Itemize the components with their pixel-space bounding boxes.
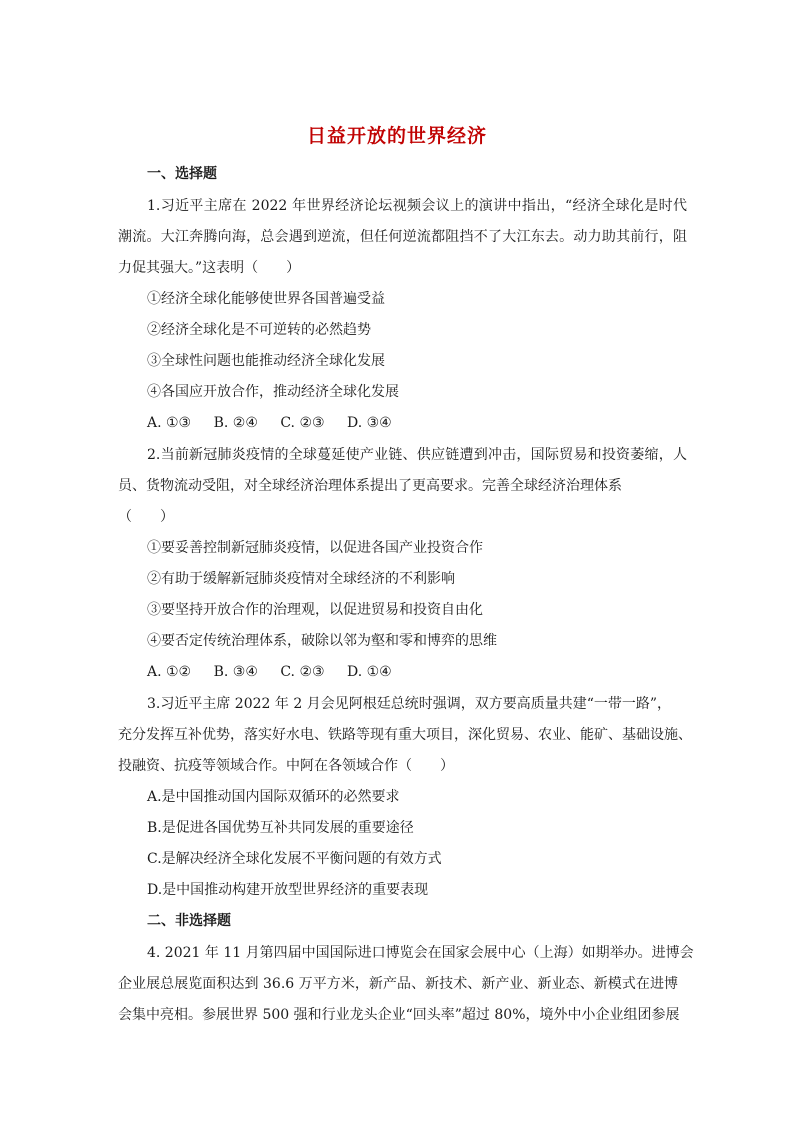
- q2-option-4: ④要否定传统治理体系，破除以邻为壑和零和博弈的思维: [147, 633, 497, 649]
- q1-answer-b: B. ②④: [213, 415, 258, 431]
- q4-line-1: 4. 2021 年 11 月第四届中国国际进口博览会在国家会展中心（上海）如期举办。进博会: [147, 945, 694, 961]
- q2-answer-d: D. ①④: [347, 664, 392, 680]
- q1-answer-c: C. ②③: [280, 415, 325, 431]
- q4-line-2: 企业展总展览面积达到 36.6 万平方米，新产品、新技术、新产业、新业态、新模式在进博: [118, 976, 678, 992]
- q2-option-3: ③要坚持开放合作的治理观，以促进贸易和投资自由化: [147, 602, 483, 618]
- q1-line-2: 潮流。大江奔腾向海，总会遇到逆流，但任何逆流都阻挡不了大江东去。动力助其前行，阻: [118, 229, 687, 245]
- q1-line-3: 力促其强大。”这表明（ ）: [118, 260, 301, 276]
- q2-line-3: （ ）: [118, 509, 174, 525]
- q2-answer-b: B. ③④: [213, 664, 258, 680]
- section-heading-choice: 一、选择题: [147, 166, 217, 182]
- q1-answer-a: A. ①③: [147, 415, 192, 431]
- q1-option-1: ①经济全球化能够使世界各国普遍受益: [147, 291, 385, 307]
- q3-option-c: C.是解决经济全球化发展不平衡问题的有效方式: [147, 851, 442, 867]
- q1-option-2: ②经济全球化是不可逆转的必然趋势: [147, 322, 371, 338]
- q2-option-2: ②有助于缓解新冠肺炎疫情对全球经济的不利影响: [147, 571, 455, 587]
- q1-option-4: ④各国应开放合作，推动经济全球化发展: [147, 384, 399, 400]
- section-heading-non-choice: 二、非选择题: [147, 913, 231, 929]
- document-title: 日益开放的世界经济: [306, 125, 487, 147]
- q2-answer-a: A. ①②: [147, 664, 192, 680]
- q3-line-3: 投融资、抗疫等领域合作。中阿在各领域合作（ ）: [118, 758, 454, 774]
- q2-line-1: 2.当前新冠肺炎疫情的全球蔓延使产业链、供应链遭到冲击，国际贸易和投资萎缩，人: [147, 447, 687, 463]
- q2-answer-c: C. ②③: [280, 664, 325, 680]
- q1-answer-d: D. ③④: [347, 415, 392, 431]
- q1-option-3: ③全球性问题也能推动经济全球化发展: [147, 353, 385, 369]
- q3-option-b: B.是促进各国优势互补共同发展的重要途径: [147, 820, 414, 836]
- q1-line-1: 1.习近平主席在 2022 年世界经济论坛视频会议上的演讲中指出，“经济全球化是时代: [147, 198, 687, 214]
- q3-option-d: D.是中国推动构建开放型世界经济的重要表现: [147, 882, 429, 898]
- q3-line-2: 充分发挥互补优势，落实好水电、铁路等现有重大项目，深化贸易、农业、能矿、基础设施、: [118, 727, 692, 743]
- q2-line-2: 员、货物流动受阻，对全球经济治理体系提出了更高要求。完善全球经济治理体系: [118, 478, 622, 494]
- q1-answers: [147, 413, 410, 433]
- q3-option-a: A.是中国推动国内国际双循环的必然要求: [147, 789, 400, 805]
- q3-line-1: 3.习近平主席 2022 年 2 月会见阿根廷总统时强调，双方要高质量共建“一带一路”，: [147, 696, 672, 712]
- q2-option-1: ①要妥善控制新冠肺炎疫情，以促进各国产业投资合作: [147, 540, 483, 556]
- q4-line-3: 会集中亮相。参展世界 500 强和行业龙头企业“回头率”超过 80%，境外中小企业组团参展: [118, 1007, 680, 1023]
- q2-answers: [147, 662, 410, 682]
